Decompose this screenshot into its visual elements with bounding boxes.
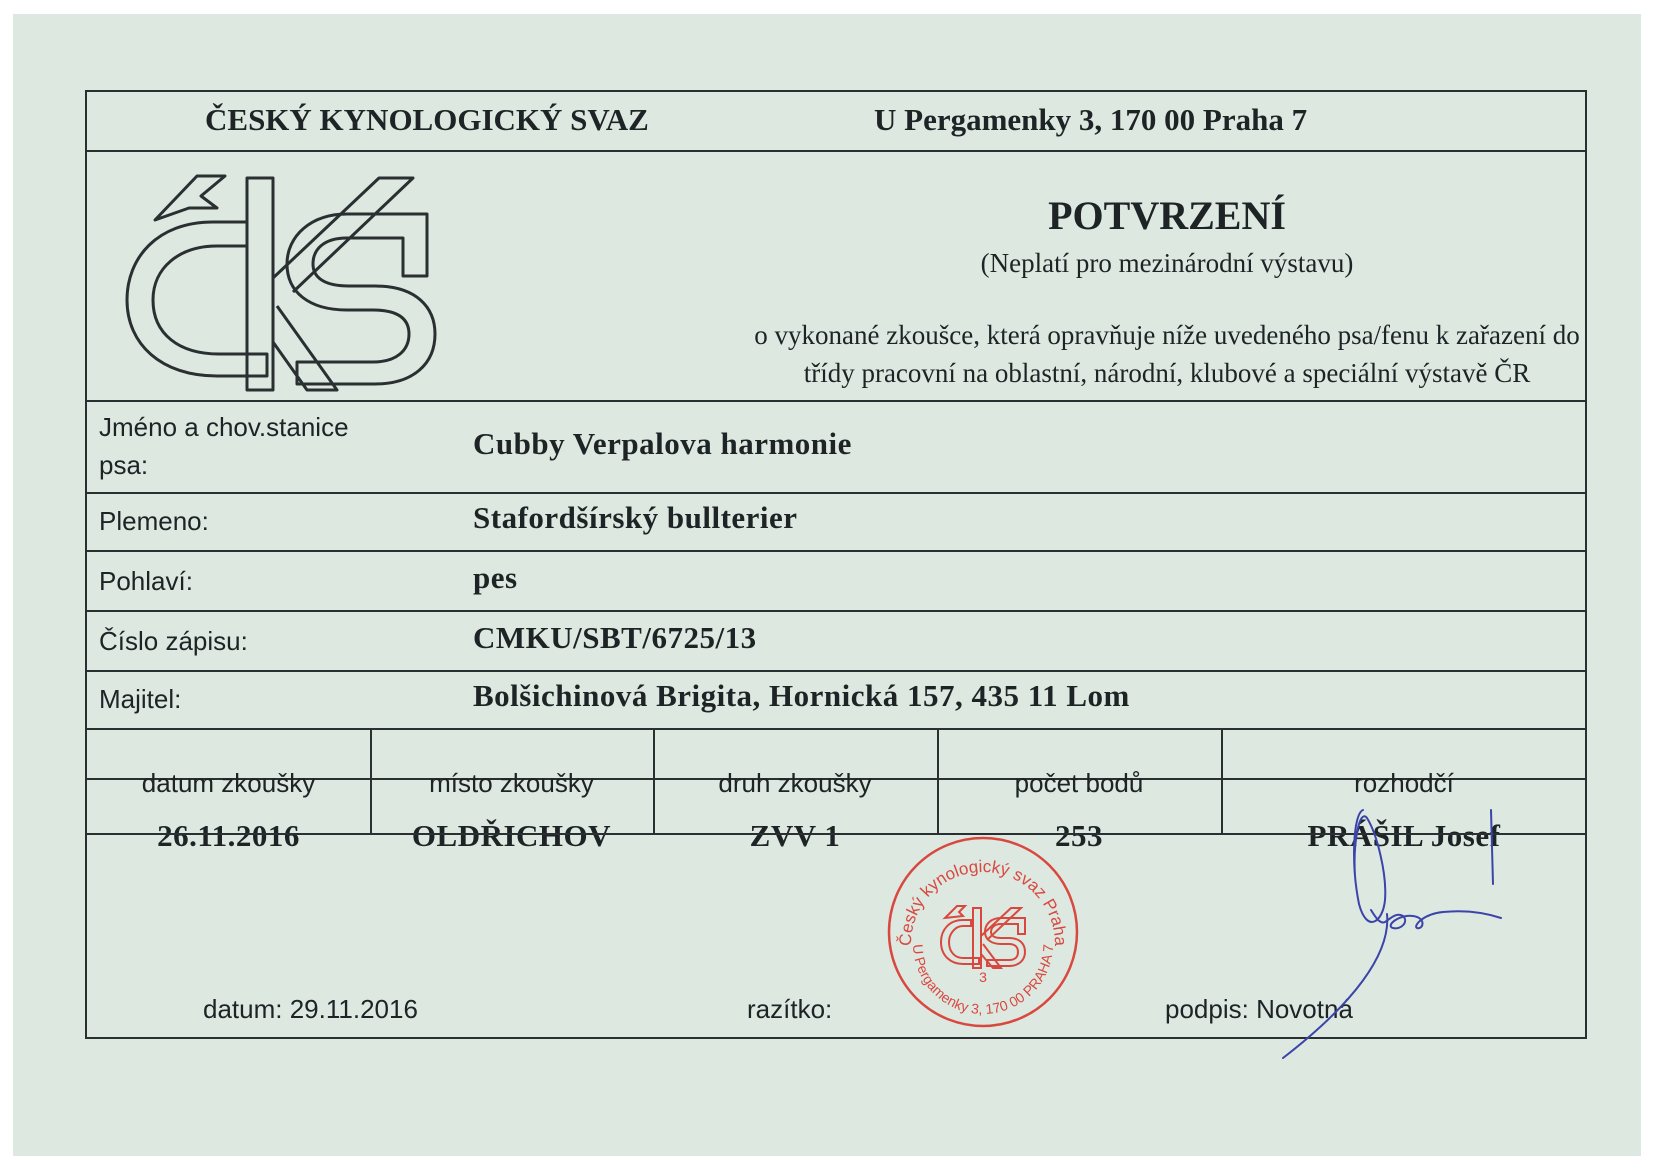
organization-address: U Pergamenky 3, 170 00 Praha 7 bbox=[874, 102, 1308, 137]
exam-judge-header: rozhodčí bbox=[1354, 768, 1454, 798]
description-line-2: třídy pracovní na oblastní, národní, klubové a speciální výstavě ČR bbox=[803, 358, 1531, 388]
divider bbox=[87, 492, 1585, 494]
sex-label: Pohlaví: bbox=[99, 566, 193, 596]
signature-label: podpis: Novotná bbox=[1165, 994, 1353, 1024]
divider bbox=[87, 728, 1585, 730]
dog-name-value: Cubby Verpalova harmonie bbox=[473, 426, 852, 461]
stamp-number: 3 bbox=[979, 969, 987, 985]
name-label-line-2: psa: bbox=[99, 450, 149, 480]
breed-value: Stafordšírský bullterier bbox=[473, 500, 798, 535]
exam-place-header: místo zkoušky bbox=[429, 768, 594, 798]
owner-label: Majitel: bbox=[99, 684, 182, 714]
exam-points-header: počet bodů bbox=[1014, 768, 1144, 798]
divider bbox=[87, 550, 1585, 552]
exam-points-value: 253 bbox=[1055, 818, 1103, 853]
stamp-text-bottom: U Pergamenky 3, 170 00 PRAHA 7 bbox=[909, 943, 1057, 1018]
issue-date: datum: 29.11.2016 bbox=[203, 994, 418, 1024]
description-line-1: o vykonané zkoušce, která opravňuje níže uvedeného psa/fenu k zařazení do bbox=[754, 320, 1580, 350]
divider bbox=[87, 670, 1585, 672]
certificate-title: POTVRZENÍ bbox=[1048, 193, 1286, 238]
handwritten-signature bbox=[1273, 804, 1523, 1074]
certificate-paper bbox=[13, 14, 1641, 1156]
organization-name: ČESKÝ KYNOLOGICKÝ SVAZ bbox=[205, 102, 649, 137]
exam-place-value: OLDŘICHOV bbox=[411, 818, 612, 853]
exam-type-header: druh zkoušky bbox=[718, 768, 872, 798]
stamp-text-top: Český kynologický svaz Praha bbox=[895, 856, 1071, 947]
registration-value: CMKU/SBT/6725/13 bbox=[473, 620, 757, 655]
cks-logo-icon bbox=[117, 158, 437, 398]
official-stamp bbox=[883, 832, 1083, 1032]
divider bbox=[87, 610, 1585, 612]
divider bbox=[87, 400, 1585, 402]
subtitle: (Neplatí pro mezinárodní výstavu) bbox=[980, 248, 1354, 278]
registration-label: Číslo zápisu: bbox=[99, 626, 248, 656]
stamp-label: razítko: bbox=[747, 994, 833, 1024]
exam-date-value: 26.11.2016 bbox=[157, 818, 300, 853]
sex-value: pes bbox=[473, 560, 518, 595]
divider bbox=[87, 150, 1585, 152]
name-label-line-1: Jméno a chov.stanice bbox=[99, 412, 349, 442]
owner-value: Bolšichinová Brigita, Hornická 157, 435 11 Lom bbox=[473, 678, 1130, 713]
exam-date-header: datum zkoušky bbox=[141, 768, 316, 798]
exam-judge-value: PRÁŠIL Josef bbox=[1307, 818, 1501, 853]
breed-label: Plemeno: bbox=[99, 506, 209, 536]
exam-type-value: ZVV 1 bbox=[749, 818, 841, 853]
